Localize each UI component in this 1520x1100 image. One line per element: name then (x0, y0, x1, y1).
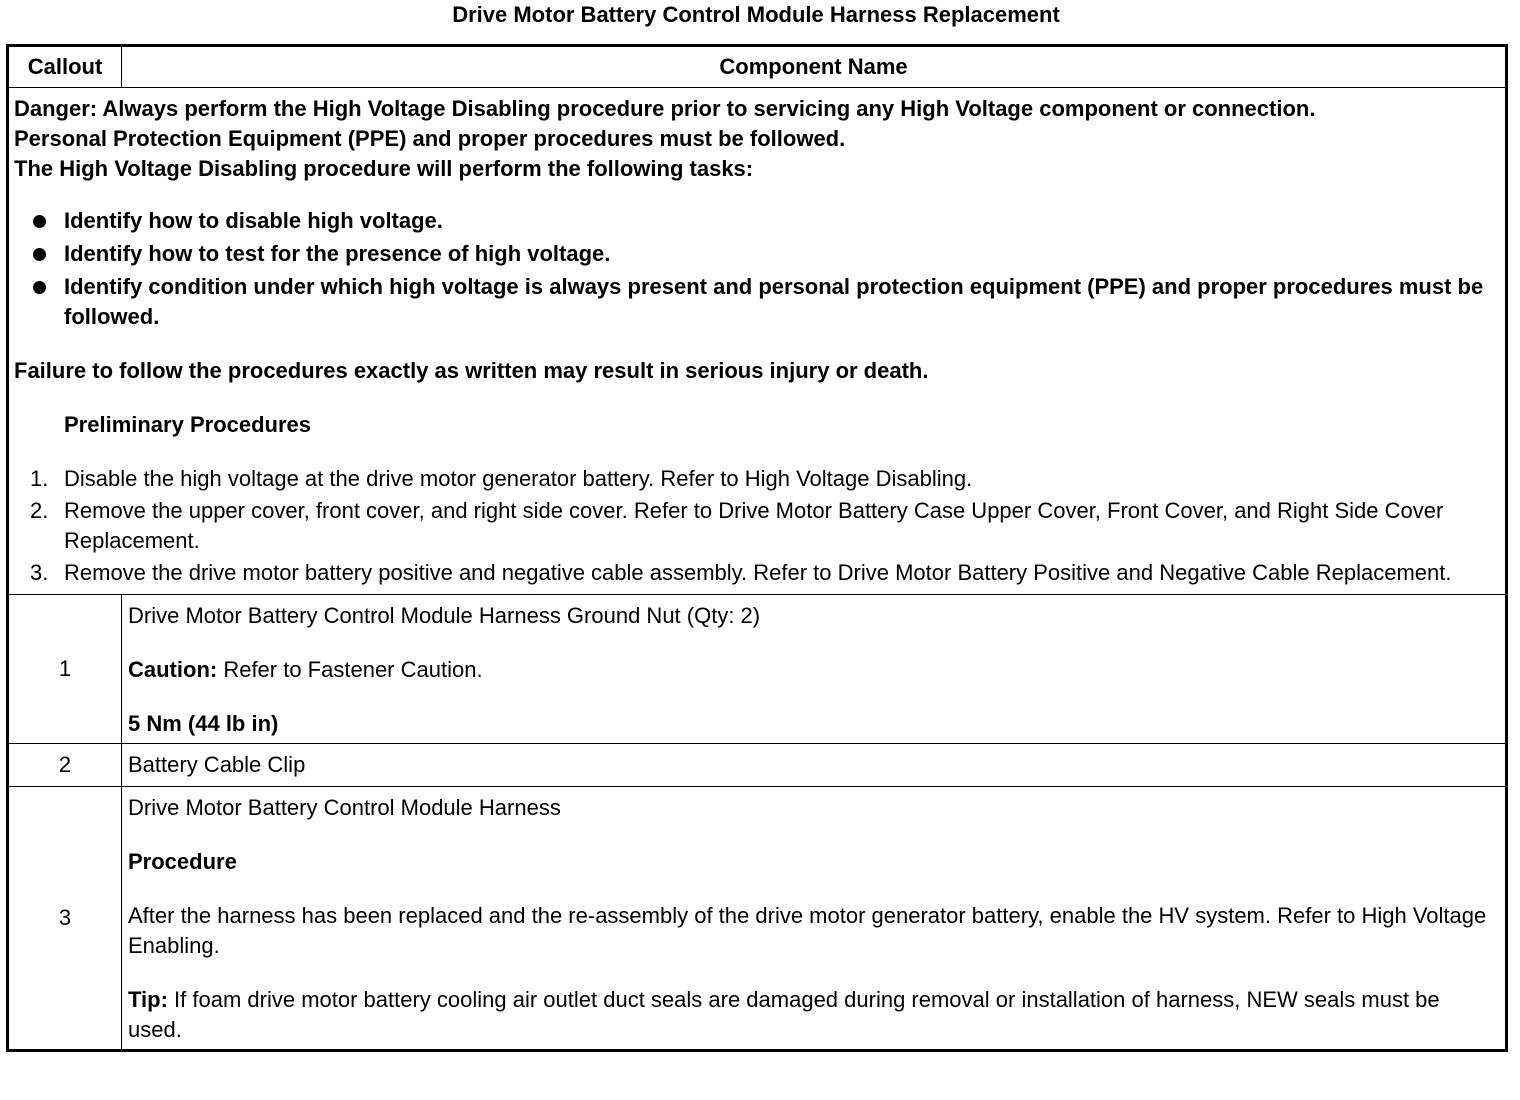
component-cell (122, 787, 1507, 1051)
callout-number: 3 (8, 787, 122, 1051)
step-item (14, 464, 1497, 494)
bullet-icon (33, 215, 46, 228)
bullet-icon (33, 248, 46, 261)
bullet-item (14, 272, 1497, 332)
tip-note (128, 985, 1497, 1045)
header-component-name: Component Name (122, 46, 1507, 88)
component-name: Battery Cable Clip (122, 744, 1507, 787)
step-text: Disable the high voltage at the drive motor generator battery. Refer to High Voltage Disabling. (64, 466, 973, 491)
step-item (14, 558, 1497, 588)
step-text: Remove the drive motor battery positive and negative cable assembly. Refer to Drive Motor Battery Positive and Negative Cable Replacement. (64, 560, 1452, 585)
step-item (14, 496, 1497, 556)
caution-text: Refer to Fastener Caution. (217, 657, 483, 682)
bullet-text: Identify condition under which high voltage is always present and personal protection equipment (PPE) and proper procedures must be followed. (64, 274, 1484, 329)
table-row (8, 787, 1507, 1051)
tip-label: Tip: (128, 987, 168, 1012)
callout-number: 2 (8, 744, 122, 787)
danger-line: Personal Protection Equipment (PPE) and proper procedures must be followed. (14, 126, 846, 151)
tip-text: If foam drive motor battery cooling air outlet duct seals are damaged during removal or installation of harness, NEW seals must be used. (128, 987, 1440, 1042)
caution-label: Caution: (128, 657, 218, 682)
table-row (8, 744, 1507, 787)
danger-notice (8, 88, 1507, 595)
step-text: Remove the upper cover, front cover, and right side cover. Refer to Drive Motor Battery Case Upper Cover, Front Cover, and Right Side Cover Replacement. (64, 498, 1444, 553)
header-row (8, 46, 1507, 88)
component-table (6, 44, 1508, 1052)
failure-warning: Failure to follow the procedures exactly as written may result in serious injury or death. (14, 358, 929, 383)
step-number: 3. (30, 560, 49, 585)
preliminary-heading: Preliminary Procedures (64, 412, 312, 437)
table-row (8, 595, 1507, 744)
callout-number: 1 (8, 595, 122, 744)
torque-spec: 5 Nm (44 lb in) (128, 711, 279, 736)
intro-row (8, 88, 1507, 595)
step-number: 1. (30, 466, 49, 491)
page-title: Drive Motor Battery Control Module Harness Replacement (452, 2, 1060, 27)
header-callout: Callout (8, 46, 122, 88)
danger-line: Danger: Always perform the High Voltage Disabling procedure prior to servicing any High Voltage component or connection. (14, 96, 1316, 121)
step-number: 2. (30, 498, 49, 523)
bullet-icon (33, 281, 46, 294)
procedure-text: After the harness has been replaced and the re-assembly of the drive motor generator battery, enable the HV system. Refer to High Voltage Enabling. (128, 903, 1487, 958)
component-cell (122, 595, 1507, 744)
danger-line: The High Voltage Disabling procedure will perform the following tasks: (14, 156, 754, 181)
component-name: Drive Motor Battery Control Module Harness Ground Nut (Qty: 2) (128, 603, 761, 628)
preliminary-steps (14, 464, 1497, 588)
component-name: Drive Motor Battery Control Module Harness (128, 795, 561, 820)
bullet-item (14, 206, 1497, 236)
procedure-heading: Procedure (128, 849, 237, 874)
bullet-text: Identify how to test for the presence of high voltage. (64, 241, 611, 266)
bullet-text: Identify how to disable high voltage. (64, 208, 443, 233)
bullet-item (14, 239, 1497, 269)
task-bullet-list (14, 206, 1497, 332)
caution-note (128, 655, 1497, 685)
